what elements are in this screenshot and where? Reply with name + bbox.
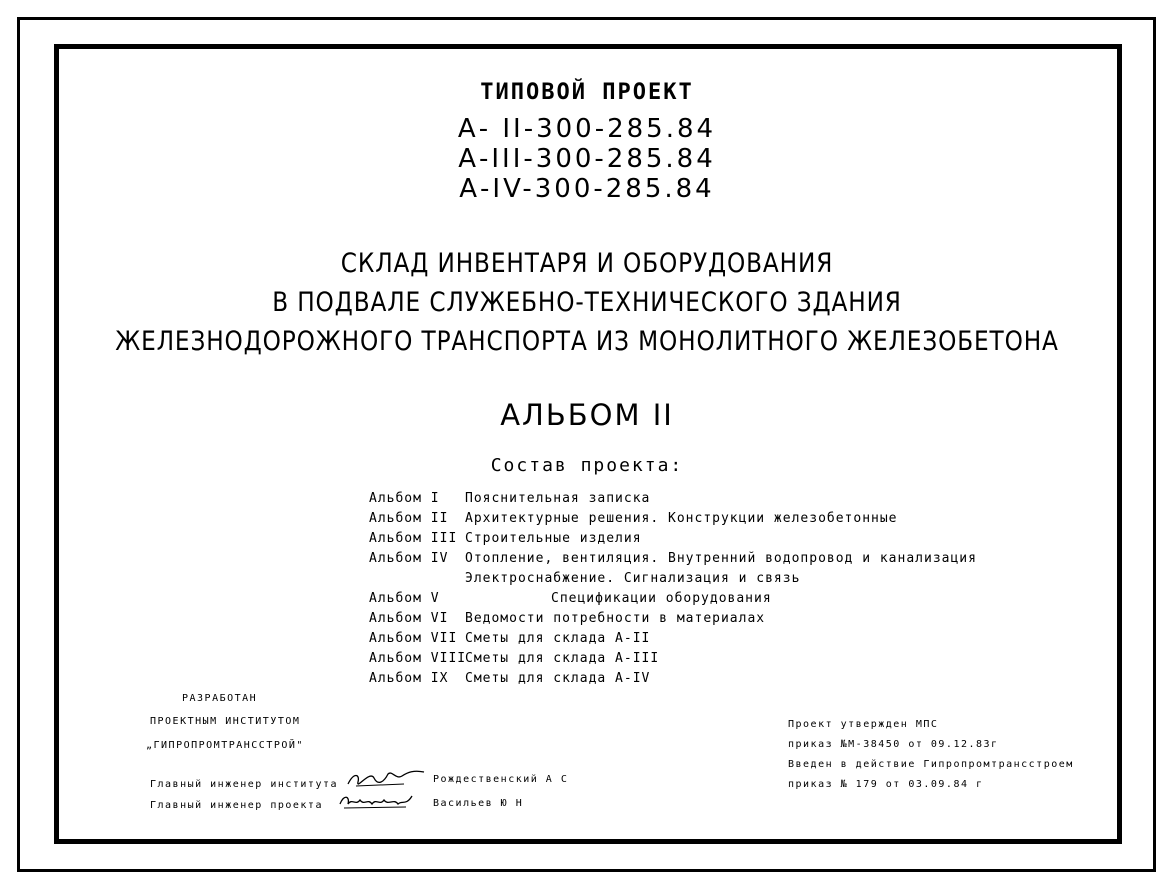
developer-line-2: „ГИПРОПРОМТРАНССТРОЙ" bbox=[146, 740, 304, 751]
chief-engineer-project-label: Главный инженер проекта bbox=[150, 800, 323, 811]
album-list-item bbox=[369, 531, 642, 546]
album-label: Альбом VIII bbox=[369, 651, 467, 666]
developer-heading: РАЗРАБОТАН bbox=[182, 693, 258, 704]
album-list-item bbox=[369, 611, 765, 626]
project-title-line-2: В ПОДВАЛЕ СЛУЖЕБНО-ТЕХНИЧЕСКОГО ЗДАНИЯ bbox=[272, 287, 902, 318]
album-list-item bbox=[369, 571, 800, 586]
project-code-3: А-IV-300-285.84 bbox=[459, 174, 715, 204]
album-label: Альбом III bbox=[369, 531, 458, 546]
album-number: АЛЬБОМ II bbox=[500, 398, 674, 432]
project-code-1: А- II-300-285.84 bbox=[457, 114, 717, 144]
project-series: ТИПОВОЙ ПРОЕКТ bbox=[480, 80, 694, 105]
album-label: Альбом IX bbox=[369, 671, 449, 686]
album-list-item bbox=[369, 651, 659, 666]
approval-line-2: приказ №М-38450 от 09.12.83г bbox=[788, 739, 999, 750]
album-text: Сметы для склада А-IV bbox=[465, 671, 651, 686]
album-text: Отопление, вентиляция. Внутренний водопровод и канализация bbox=[465, 551, 977, 566]
project-title-line-3: ЖЕЛЕЗНОДОРОЖНОГО ТРАНСПОРТА ИЗ МОНОЛИТНОГО ЖЕЛЕЗОБЕТОНА bbox=[115, 326, 1059, 357]
project-title-line-1: СКЛАД ИНВЕНТАРЯ И ОБОРУДОВАНИЯ bbox=[340, 248, 834, 279]
chief-engineer-institute-label: Главный инженер института bbox=[150, 779, 339, 790]
album-text: Сметы для склада А-II bbox=[465, 631, 651, 646]
album-list-item bbox=[369, 511, 898, 526]
chief-engineer-project-name: Васильев Ю Н bbox=[433, 798, 524, 809]
album-list-item bbox=[369, 491, 650, 506]
approval-line-4: приказ № 179 от 03.09.84 г bbox=[788, 779, 984, 790]
album-label: Альбом I bbox=[369, 491, 440, 506]
approval-line-3: Введен в действие Гипропромтрансстроем bbox=[788, 759, 1074, 770]
approval-line-1: Проект утвержден МПС bbox=[788, 719, 939, 730]
album-label: Альбом IV bbox=[369, 551, 449, 566]
album-text: Электроснабжение. Сигнализация и связь bbox=[465, 571, 801, 586]
album-list-item bbox=[369, 671, 650, 686]
album-label: Альбом VI bbox=[369, 611, 449, 626]
album-list-item bbox=[369, 631, 650, 646]
album-text: Архитектурные решения. Конструкции железобетонные bbox=[465, 511, 898, 526]
album-text: Сметы для склада А-III bbox=[465, 651, 660, 666]
album-label: Альбом VII bbox=[369, 631, 458, 646]
developer-line-1: ПРОЕКТНЫМ ИНСТИТУТОМ bbox=[150, 716, 301, 727]
project-code-2: А-III-300-285.84 bbox=[458, 144, 716, 174]
album-label: Альбом V bbox=[369, 591, 440, 606]
album-list-item bbox=[369, 551, 977, 566]
album-text: Спецификации оборудования bbox=[551, 591, 772, 606]
chief-engineer-institute-name: Рождественский А С bbox=[433, 774, 569, 785]
album-text: Пояснительная записка bbox=[465, 491, 651, 506]
album-label: Альбом II bbox=[369, 511, 449, 526]
signature-chief-institute bbox=[344, 766, 428, 790]
composition-heading: Состав проекта: bbox=[490, 455, 684, 476]
signature-chief-project bbox=[336, 790, 416, 812]
album-text: Ведомости потребности в материалах bbox=[465, 611, 766, 626]
album-text: Строительные изделия bbox=[465, 531, 642, 546]
album-list-item bbox=[369, 591, 772, 606]
